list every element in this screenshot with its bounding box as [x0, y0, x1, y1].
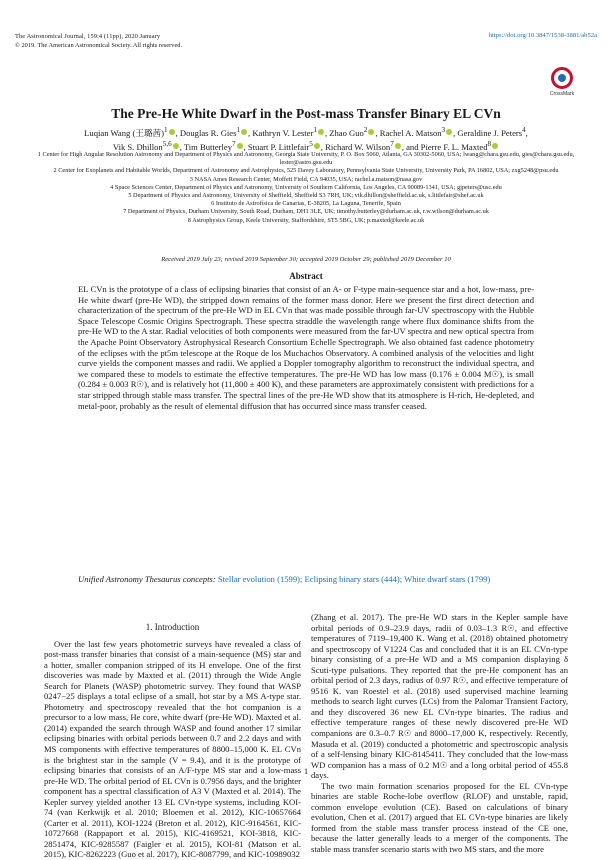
left-column — [44, 612, 301, 860]
orcid-icon[interactable] — [318, 129, 324, 135]
author: Rachel A. Matson — [379, 127, 442, 138]
author: Stuart P. Littlefair — [247, 141, 310, 152]
crossmark-icon — [551, 67, 573, 89]
page-number: 1 — [303, 766, 309, 776]
affiliations — [24, 151, 588, 225]
received-dates: Received 2019 July 23; revised 2019 September 30; accepted 2019 October 29; published 2019 December 10 — [161, 256, 451, 263]
paragraph: The two main formation scenarios proposed for the EL CVn-type binaries are stable Roche-lobe overflow (RLOF) and unstable, rapid, common envelope evolution (CE). Based on calculations of binary evolution, Chen et al. (2017) argued that EL CVn-type binaries are likely formed from the stable mass transfer process instead of the CE one, because the latter generally leads to a merger of the components. The stable mass transfer scenario starts with two MS stars, and the more — [311, 780, 568, 855]
paragraph: (Zhang et al. 2017). The pre-He WD stars in the Kepler sample have orbital periods of 0.9–23.9 days, radii of 0.03–1.3 R☉, and effective temperatures of 7119–19,400 K. Wang et al. (2018) obtained photometry and spectroscopy of V1224 Cas and concluded that it is an EL CVn-type binary consisting of a pre-He WD and a MS companion displaying δ Scuti-type pulsations. They reported that the pre-He component has an orbital period of 2.3 days, radius of 0.97 R☉, and effective temperature of 9516 K. van Roestel et al. (2018) used supervised machine learning methods to search light curves (LCs) from the Palomar Transient Factory, and they discovered 36 new EL CVn-type binaries. The radius and effective temperature ranges of these newly discovered pre-He WD companions are 0.3–0.7 R☉ and 8000–17,000 K, respectively. Recently, Masuda et al. (2019) conducted a photometric and spectroscopic analysis of a self-lensing binary KIC-8145411. They concluded that the low-mass WD companion has a mass of 0.2 M☉ and a long orbital period of 455.8 days. — [311, 612, 568, 781]
affiliation: 2 Center for Exoplanets and Habitable Worlds, Department of Astronomy and Astrophysics, 525 Davey Laboratory, Pennsylvania State University, University Park, PA 16802, USA; zxg5248@psu.edu — [53, 167, 559, 175]
orcid-icon[interactable] — [237, 143, 243, 149]
abstract-text: EL CVn is the prototype of a class of eclipsing binaries that consist of an A- or F-type main-sequence star and a hot, low-mass, pre-He white dwarf (pre-He WD), the stripped down remains of the former mass donor. Here we present the first direct detection and characterization of the spectrum of the pre-He WD in EL CVn that was made possible through far-UV spectroscopy with the Hubble Space Telescope Cosmic Origins Spectrograph. These spectra straddle the wavelength range where flux dominance shifts from the pre-He WD to the A star. Radial velocities of both components were measured from the far-UV spectra and new optical spectra from the Apache Point Observatory Astrophysical Research Consortium Echelle Spectrograph. We also obtained fast cadence photometry of the eclipses with the pt5m telescope at the Roque de los Muchachos Observatory. A combined analysis of the velocities and light curve yields the component masses and radii. We applied a Doppler tomography algorithm to reconstruct the individual spectra, and we compared these to models to estimate the effective temperatures. The pre-He WD has low mass (0.176 ± 0.004 M☉), is small (0.284 ± 0.003 R☉), and is relatively hot (11,800 ± 400 K), and these parameters are approximately consistent with predictions for a star stripped through stable mass transfer. The spectral lines of the pre-He WD show that its atmosphere is H-rich, He-depleted, and metal-poor, probably as the result of elemental diffusion that has occurred since mass transfer ceased. — [78, 284, 534, 411]
paragraph: Over the last few years photometric surveys have revealed a class of post-mass transfer binaries that consist of a main-sequence (MS) star and a hotter, smaller companion stripped of its H envelope. One of the first discoveries was made by Maxted et al. (2011) through the Wide Angle Search for Planets (WASP) photometric survey. They found that WASP 0247−25 displays a total eclipse of a small, hot star by a MS A-type star. Photometry and spectroscopy revealed that the hot companion is a precursor to a low mass, He core, white dwarf (pre-He WD). Maxted et al. (2014) expanded the search through WASP and found another 17 similar eclipsing binaries with orbital periods between 0.7 and 2.2 days and with MS components with effective temperatures of 8800–15,000 K. EL CVn is the brightest star in the sample (V = 9.4), and it is the prototype of eclipsing binaries that consists of an A/F-type MS star and a low-mass pre-He WD. The orbital period of EL CVn is 0.7956 days, and the brighter component has a spectral classification of A3 V (Maxted et al. 2014). The Kepler survey yielded another 13 EL CVn-type systems, including KOI-74 (van Kerkwijk et al. 2010; Bloemen et al. 2012), KIC-10657664 (Carter et al. 2011), KOI-1224 (Breton et al. 2012), KIC-9164561, KIC-10727668 (Rappaport et al. 2015), KIC-4169521, KOI-3818, KIC-2851474, KIC-9285587 (Faigler et al. 2015), KOI-81 (Matson et al. 2015), KIC-8262223 (Guo et al. 2017), KIC-8087799, and KIC-10989032 — [44, 638, 301, 860]
doi-link[interactable]: https://doi.org/10.3847/1538-3881/ab52a — [488, 32, 597, 39]
author: Richard W. Wilson — [325, 141, 391, 152]
keywords — [78, 574, 534, 585]
affiliation: 1 Center for High Angular Resolution Astronomy and Department of Physics and Astronomy, Georgia State University, P. O. Box 5060, Atlanta, GA 30302-5060, USA; lwang@chara.gsu.edu, gies@chara.gsu.edu, lester@astro.gsu.edu — [37, 151, 575, 167]
author: and Pierre F. L. Maxted — [406, 141, 488, 152]
author: Zhao Guo — [329, 127, 364, 138]
paper-title: The Pre-He White Dwarf in the Post-mass Transfer Binary EL CVn — [111, 106, 501, 121]
right-column — [311, 612, 568, 855]
orcid-icon[interactable] — [173, 143, 179, 149]
journal-citation: The Astronomical Journal, 159:4 (11pp), 2020 January — [15, 33, 161, 40]
author: Geraldine J. Peters — [457, 127, 523, 138]
affiliation: 7 Department of Physics, Durham University, South Road, Durham, DH1 3LE, UK; timothy.butterley@durham.ac.uk, r.w.wilson@durham.ac.uk — [123, 208, 489, 216]
orcid-icon[interactable] — [395, 143, 401, 149]
affiliation: 5 Department of Physics and Astronomy, University of Sheffield, Sheffield S3 7RH, UK; vik.dhillon@sheffield.ac.uk, s.littlefair@shef.ac.uk — [128, 192, 484, 200]
orcid-icon[interactable] — [169, 129, 175, 135]
copyright-notice: © 2019. The American Astronomical Society. All rights reserved. — [15, 42, 183, 49]
crossmark-label: CrossMark — [549, 91, 575, 97]
author: Kathryn V. Lester — [252, 127, 314, 138]
author-list: Luqian Wang (王璐茜)$^1$ , Douglas R. Gies$^1$ , Kathryn V. Lester$^1$ , Zhao Guo$^2$ , Rachel A. Matson$^3$ , Geraldine J. Peters$^4$, Vik S. Dhillon$^{5,6}$ , Tim Butterley$^7$ , Stuart P. Littlefair$^5$ , Richard W. Wilson$^7$ , and Pierre F. L. Maxted$^8$ — [84, 126, 528, 152]
affiliation: 8 Astrophysics Group, Keele University, Staffordshire, ST5 5BG, UK; p.maxted@keele.ac.uk — [187, 216, 425, 224]
orcid-icon[interactable] — [241, 129, 247, 135]
section-heading: 1. Introduction — [145, 622, 200, 632]
orcid-icon[interactable] — [446, 129, 452, 135]
affiliation: 6 Instituto de Astrofísica de Canarias, E-38205, La Laguna, Tenerife, Spain — [211, 200, 401, 208]
author: Vik S. Dhillon — [112, 141, 163, 152]
affiliation: 4 Space Sciences Center, Department of Physics and Astronomy, University of Southern California, Los Angeles, CA 90089-1341, USA; gjpeters@usc.edu — [110, 183, 502, 191]
author: Douglas R. Gies — [179, 127, 237, 138]
crossmark-badge[interactable] — [540, 67, 584, 97]
author: Tim Butterley — [183, 141, 232, 152]
running-header — [15, 32, 182, 50]
orcid-icon[interactable] — [492, 143, 498, 149]
orcid-icon[interactable] — [368, 129, 374, 135]
abstract-heading: Abstract — [289, 271, 323, 281]
author: Luqian Wang (王璐茜) — [84, 127, 164, 138]
keywords-label: Unified Astronomy Thesaurus concepts: — [78, 574, 216, 584]
orcid-icon[interactable] — [314, 143, 320, 149]
keywords-links[interactable]: Stellar evolution (1599); Eclipsing binary stars (444); White dwarf stars (1799) — [217, 574, 491, 584]
affiliation: 3 NASA Ames Research Center, Moffett Field, CA 94035, USA; rachel.a.matson@nasa.gov — [189, 175, 423, 183]
